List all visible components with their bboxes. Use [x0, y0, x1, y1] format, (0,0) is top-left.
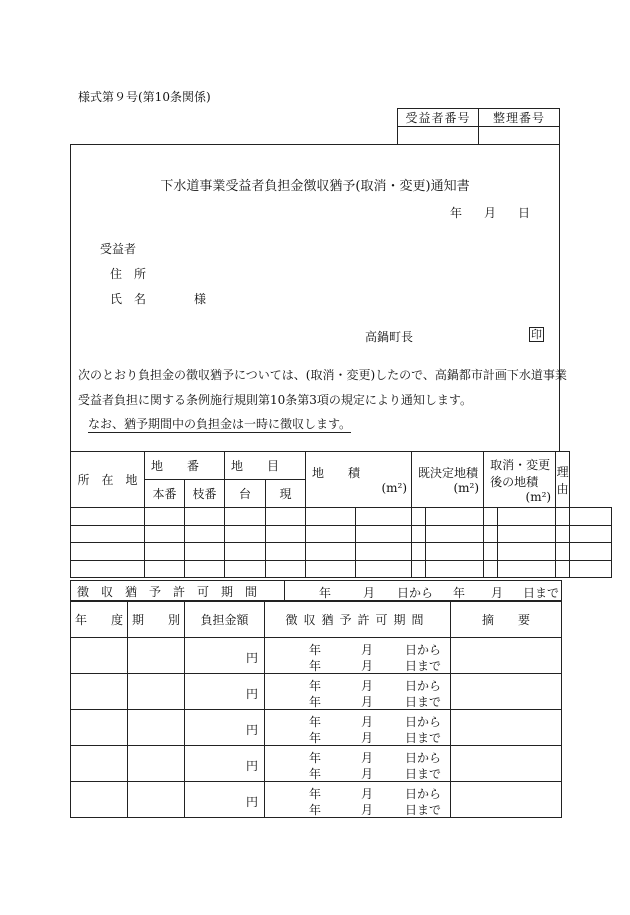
installment-header: 期 別 — [128, 601, 185, 638]
form-reference: 様式第９号(第10条関係) — [78, 90, 211, 104]
assessed-area-label: 既決定地積 — [418, 466, 479, 480]
page-title: 下水道事業受益者負担金徴収猶予(取消・変更)通知書 — [160, 179, 470, 194]
period-cell[interactable] — [265, 638, 451, 674]
period-from: 日から — [397, 586, 434, 600]
table-cell[interactable] — [185, 508, 225, 526]
yen-unit: 円 — [245, 795, 258, 809]
number-table — [397, 108, 560, 145]
date-month[interactable]: 月 — [484, 206, 497, 220]
installment-cell[interactable] — [128, 710, 185, 746]
table-cell[interactable] — [185, 525, 225, 543]
serial-number-field[interactable] — [479, 127, 560, 145]
table-row — [71, 674, 562, 710]
to-label: 日まで — [405, 659, 442, 673]
period-month-2: 月 — [491, 586, 504, 600]
table-cell[interactable] — [498, 560, 556, 578]
to-label: 日まで — [405, 695, 442, 709]
deferral-period-label: 徴 収 猶 予 許 可 期 間 — [71, 581, 285, 602]
table-cell[interactable] — [356, 543, 412, 561]
assessed-area-header — [412, 452, 484, 508]
changed-area-line1: 取消・変更 — [490, 457, 551, 472]
period-month-1: 月 — [363, 586, 376, 600]
remarks-cell[interactable] — [451, 782, 562, 818]
reason-header: 理由 — [556, 452, 570, 508]
changed-area-unit: (m²) — [525, 489, 552, 504]
detail-table — [70, 600, 562, 818]
changed-area-header — [484, 452, 556, 508]
table-cell[interactable] — [145, 560, 185, 578]
beneficiary-number-label: 受益者番号 — [398, 109, 479, 127]
year-label: 年 — [309, 731, 322, 745]
table-cell[interactable] — [306, 560, 356, 578]
land-category-header: 地 目 — [225, 452, 306, 480]
amount-header: 負担金額 — [185, 601, 265, 638]
amount-cell[interactable] — [185, 638, 265, 674]
from-label: 日から — [405, 787, 442, 801]
fiscal-year-cell[interactable] — [71, 710, 128, 746]
amount-cell[interactable] — [185, 746, 265, 782]
table-cell[interactable] — [356, 525, 412, 543]
period-year-1: 年 — [319, 586, 332, 600]
to-label: 日まで — [405, 767, 442, 781]
table-cell[interactable] — [570, 525, 612, 543]
year-label: 年 — [309, 659, 322, 673]
table-row — [71, 543, 612, 561]
table-cell[interactable] — [556, 560, 570, 578]
year-label: 年 — [309, 751, 322, 765]
area-header — [306, 452, 412, 508]
serial-number-label: 整理番号 — [479, 109, 560, 127]
table-cell[interactable] — [498, 525, 556, 543]
table-cell[interactable] — [498, 543, 556, 561]
month-label: 月 — [361, 751, 374, 765]
name-label: 氏 名 — [110, 292, 147, 306]
table-cell[interactable] — [498, 508, 556, 526]
amount-cell[interactable] — [185, 674, 265, 710]
fiscal-year-header: 年 度 — [71, 601, 128, 638]
table-cell[interactable] — [412, 543, 426, 561]
table-row — [71, 560, 612, 578]
from-label: 日から — [405, 679, 442, 693]
yen-unit: 円 — [245, 687, 258, 701]
year-label: 年 — [309, 803, 322, 817]
table-cell[interactable] — [306, 525, 356, 543]
yen-unit: 円 — [245, 759, 258, 773]
from-label: 日から — [405, 643, 442, 657]
current-header: 現 — [266, 480, 306, 508]
table-cell[interactable] — [71, 543, 145, 561]
table-cell[interactable] — [225, 525, 266, 543]
year-label: 年 — [309, 695, 322, 709]
table-row — [71, 746, 562, 782]
table-cell[interactable] — [225, 543, 266, 561]
remarks-cell[interactable] — [451, 710, 562, 746]
fiscal-year-cell[interactable] — [71, 674, 128, 710]
year-label: 年 — [309, 679, 322, 693]
date-day[interactable]: 日 — [518, 206, 531, 220]
table-cell[interactable] — [484, 508, 498, 526]
table-cell[interactable] — [225, 508, 266, 526]
area-label: 地 積 — [312, 466, 361, 480]
period-year-2: 年 — [453, 586, 466, 600]
table-cell[interactable] — [426, 525, 484, 543]
table-row — [71, 782, 562, 818]
branch-lot-header: 枝番 — [185, 480, 225, 508]
table-cell[interactable] — [71, 560, 145, 578]
table-cell[interactable] — [225, 560, 266, 578]
area-unit: (m²) — [381, 481, 408, 495]
month-label: 月 — [361, 715, 374, 729]
to-label: 日まで — [405, 731, 442, 745]
installment-cell[interactable] — [128, 638, 185, 674]
table-cell[interactable] — [570, 560, 612, 578]
remarks-header: 摘 要 — [451, 601, 562, 638]
yen-unit: 円 — [245, 723, 258, 737]
table-cell[interactable] — [185, 543, 225, 561]
to-label: 日まで — [405, 803, 442, 817]
table-cell[interactable] — [426, 543, 484, 561]
month-label: 月 — [361, 787, 374, 801]
table-cell[interactable] — [145, 508, 185, 526]
period-cell[interactable] — [265, 674, 451, 710]
beneficiary-number-field[interactable] — [398, 127, 479, 145]
table-cell[interactable] — [556, 525, 570, 543]
changed-area-line2: 後の地積 — [490, 474, 539, 489]
table-cell[interactable] — [570, 543, 612, 561]
period-to: 日まで — [523, 586, 560, 600]
installment-cell[interactable] — [128, 746, 185, 782]
table-cell[interactable] — [71, 525, 145, 543]
assessed-area-unit: (m²) — [453, 481, 480, 495]
deferral-period-row — [70, 580, 562, 602]
honorific: 様 — [194, 292, 207, 306]
table-cell[interactable] — [556, 508, 570, 526]
amount-cell[interactable] — [185, 782, 265, 818]
body-line-1: 次のとおり負担金の徴収猶予については、(取消・変更)したので、高鍋都市計画下水道事業 — [78, 368, 567, 382]
period-cell[interactable] — [265, 782, 451, 818]
recipient-label: 受益者 — [100, 242, 137, 256]
year-label: 年 — [309, 767, 322, 781]
table-cell[interactable] — [570, 508, 612, 526]
year-label: 年 — [309, 715, 322, 729]
from-label: 日から — [405, 751, 442, 765]
period-cell[interactable] — [265, 710, 451, 746]
table-cell[interactable] — [306, 543, 356, 561]
issuer-title: 高鍋町長 — [365, 330, 414, 344]
table-cell[interactable] — [185, 560, 225, 578]
from-label: 日から — [405, 715, 442, 729]
deferral-period-value[interactable] — [285, 581, 562, 602]
table-cell[interactable] — [356, 508, 412, 526]
note-text-content: なお、猶予期間中の負担金は一時に徴収します。 — [88, 417, 352, 431]
table-cell[interactable] — [71, 508, 145, 526]
month-label: 月 — [361, 767, 374, 781]
table-cell[interactable] — [266, 525, 306, 543]
table-cell[interactable] — [556, 543, 570, 561]
installment-cell[interactable] — [128, 674, 185, 710]
fiscal-year-cell[interactable] — [71, 782, 128, 818]
amount-cell[interactable] — [185, 710, 265, 746]
installment-cell[interactable] — [128, 782, 185, 818]
table-cell[interactable] — [266, 543, 306, 561]
table-cell[interactable] — [412, 508, 426, 526]
table-row — [71, 508, 612, 526]
body-line-2: 受益者負担に関する条例施行規則第10条第3項の規定により通知します。 — [78, 393, 472, 407]
month-label: 月 — [361, 803, 374, 817]
remarks-cell[interactable] — [451, 638, 562, 674]
table-cell[interactable] — [266, 560, 306, 578]
table-row — [71, 710, 562, 746]
table-cell[interactable] — [356, 560, 412, 578]
table-cell[interactable] — [412, 525, 426, 543]
table-cell[interactable] — [145, 525, 185, 543]
table-cell[interactable] — [484, 525, 498, 543]
period-header: 徴収猶予許可期間 — [265, 601, 451, 638]
lot-number-header: 地 番 — [145, 452, 225, 480]
table-cell[interactable] — [306, 508, 356, 526]
table-cell[interactable] — [412, 560, 426, 578]
fiscal-year-cell[interactable] — [71, 638, 128, 674]
location-header: 所 在 地 — [71, 452, 145, 508]
remarks-cell[interactable] — [451, 746, 562, 782]
yen-unit: 円 — [245, 651, 258, 665]
register-header: 台 — [225, 480, 266, 508]
month-label: 月 — [361, 679, 374, 693]
seal-icon: 印 — [531, 328, 542, 341]
date-year[interactable]: 年 — [450, 206, 463, 220]
table-cell[interactable] — [145, 543, 185, 561]
main-lot-header: 本番 — [145, 480, 185, 508]
month-label: 月 — [361, 695, 374, 709]
table-cell[interactable] — [484, 543, 498, 561]
address-label: 住 所 — [110, 267, 147, 281]
table-row — [71, 638, 562, 674]
year-label: 年 — [309, 787, 322, 801]
fiscal-year-cell[interactable] — [71, 746, 128, 782]
year-label: 年 — [309, 643, 322, 657]
month-label: 月 — [361, 731, 374, 745]
remarks-cell[interactable] — [451, 674, 562, 710]
table-cell[interactable] — [484, 560, 498, 578]
month-label: 月 — [361, 643, 374, 657]
period-cell[interactable] — [265, 746, 451, 782]
table-cell[interactable] — [426, 560, 484, 578]
note-text — [88, 415, 351, 432]
table-cell[interactable] — [266, 508, 306, 526]
table-row — [71, 525, 612, 543]
land-table — [70, 451, 612, 578]
month-label: 月 — [361, 659, 374, 673]
table-cell[interactable] — [426, 508, 484, 526]
